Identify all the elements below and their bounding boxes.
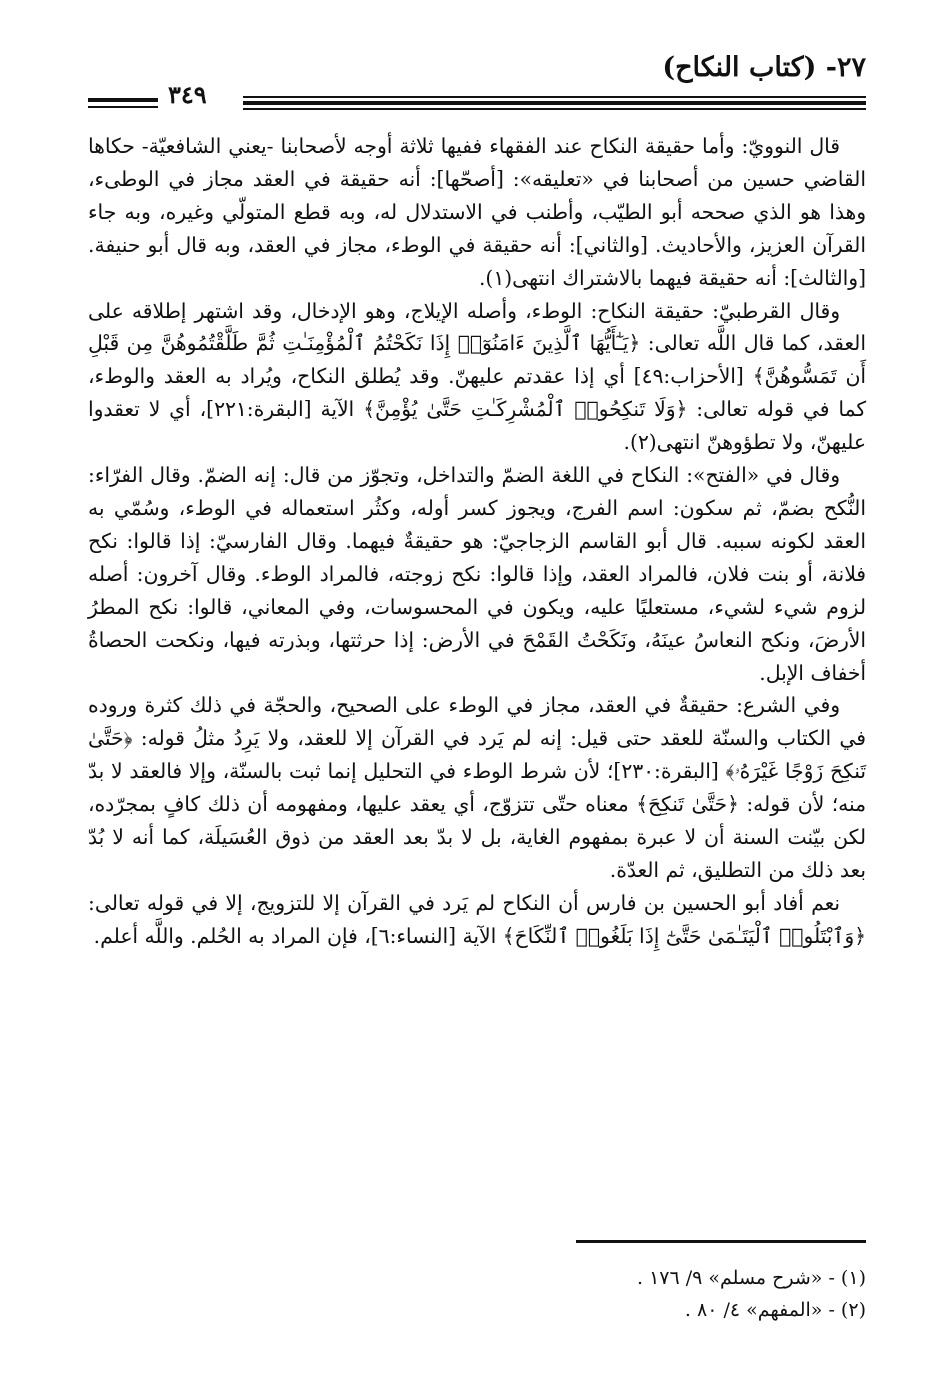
page-number: ٣٤٩ [168,80,207,109]
page-header [88,52,866,122]
main-text [88,130,866,953]
paragraph: وقال في «الفتح»: النكاح في اللغة الضمّ والتداخل، وتجوّز من قال: إنه الضمّ. وقال الفرّاء: النُّكح بضمّ، ثم سكون: اسم الفرج، ويجوز كسر أوله، وكثُر استعماله في الوطء، وسُمّي به العقد لكونه سببه. قال أبو القاسم الزجاجيّ: هو حقيقةٌ فيهما. وقال الفارسيّ: إذا قالوا: نكح فلانة، أو بنت فلان، فالمراد العقد، وإذا قالوا: نكح زوجته، فالمراد الوطء. وقال آخرون: أصله لزوم شيء لشيء، مستعليًا عليه، ويكون في المحسوسات، وفي المعاني، قالوا: نكح المطرُ الأرضَ، ونكح النعاسُ عينَهُ، ونَكَحْتُ القَمْحَ في الأرض: إذا حرثتها، وبذرته فيها، ونكحت الحصاةُ أخفاف الإبل. [88,463,866,685]
footnote: (٢) - «المفهم» ٤/ ٨٠ . [684,1299,866,1321]
footnotes [466,1262,866,1326]
footnote-separator [576,1240,866,1243]
header-rule [243,108,866,110]
header-rule [243,101,866,105]
paragraph: قال النوويّ: وأما حقيقة النكاح عند الفقهاء ففيها ثلاثة أوجه لأصحابنا -يعني الشافعيّة- حكاها القاضي حسين من أصحابنا في «تعليقه»: [أصحّها]: أنه حقيقة في العقد مجاز في الوطىء، وهذا هو الذي صححه أبو الطيّب، وأطنب في الاستدلال له، وبه قطع المتولّي وغيره، وبه جاء القرآن العزيز، والأحاديث. [والثاني]: أنه حقيقة في الوطء، مجاز في العقد، وبه قال أبو حنيفة. [والثالث]: أنه حقيقة فيهما بالاشتراك انتهى(١). [88,134,866,290]
chapter-title: ٢٧- (كتاب النكاح) [662,52,866,83]
paragraph: نعم أفاد أبو الحسين بن فارس أن النكاح لم يَرد في القرآن إلا للتزويج، إلا في قوله تعالى: ﴿وَٱبْتَلُوا۟ ٱلْيَتَـٰمَىٰ حَتَّىٰٓ إِذَا بَلَغُوا۟ ٱلنِّكَاحَ﴾ الآية [النساء:٦]، فإن المراد به الحُلم. واللَّه أعلم. [88,890,866,948]
header-rule [88,98,158,102]
paragraph: وقال القرطبيّ: حقيقة النكاح: الوطء، وأصله الإيلاج، وهو الإدخال، وقد اشتهر إطلاقه على العقد، كما قال اللَّه تعالى: ﴿يَـٰٓأَيُّهَا ٱلَّذِينَ ءَامَنُوٓا۟ إِذَا نَكَحْتُمُ ٱلْمُؤْمِنَـٰتِ ثُمَّ طَلَّقْتُمُوهُنَّ مِن قَبْلِ أَن تَمَسُّوهُنَّ﴾ [الأحزاب:٤٩] أي إذا عقدتم عليهنّ. وقد يُطلق النكاح، ويُراد به العقد والوطء، كما في قوله تعالى: ﴿وَلَا تَنكِحُوا۟ ٱلْمُشْرِكَـٰتِ حَتَّىٰ يُؤْمِنَّ﴾ الآية [البقرة:٢٢١]، أي لا تعقدوا عليهنّ، ولا تطؤوهنّ انتهى(٢). [88,298,866,455]
header-rule [88,106,158,108]
paragraph: وفي الشرع: حقيقةٌ في العقد، مجاز في الوطء على الصحيح، والحجّة في ذلك كثرة وروده في الكتاب والسنّة للعقد حتى قيل: إنه لم يَرد في القرآن إلا للعقد، ولا يَرِدُ مثلُ قوله: ﴿حَتَّىٰ تَنكِحَ زَوْجًا غَيْرَهُۥ﴾ [البقرة:٢٣٠]؛ لأن شرط الوطء في التحليل إنما ثبت بالسنّة، وإلا فالعقد لا بدّ منه؛ لأن قوله: ﴿حَتَّىٰ تَنكِحَ﴾ معناه حتّى تتزوّج، أي يعقد عليها، ومفهومه أن ذلك كافٍ بمجرّده، لكن بيّنت السنة أن لا عبرة بمفهوم الغاية، بل لا بدّ بعد العقد من ذوق العُسَيلَة، كما أنه لا بُدّ بعد ذلك من التطليق، ثم العدّة. [88,693,866,882]
footnote: (١) - «شرح مسلم» ٩/ ١٧٦ . [636,1267,866,1289]
header-rule [243,96,866,98]
